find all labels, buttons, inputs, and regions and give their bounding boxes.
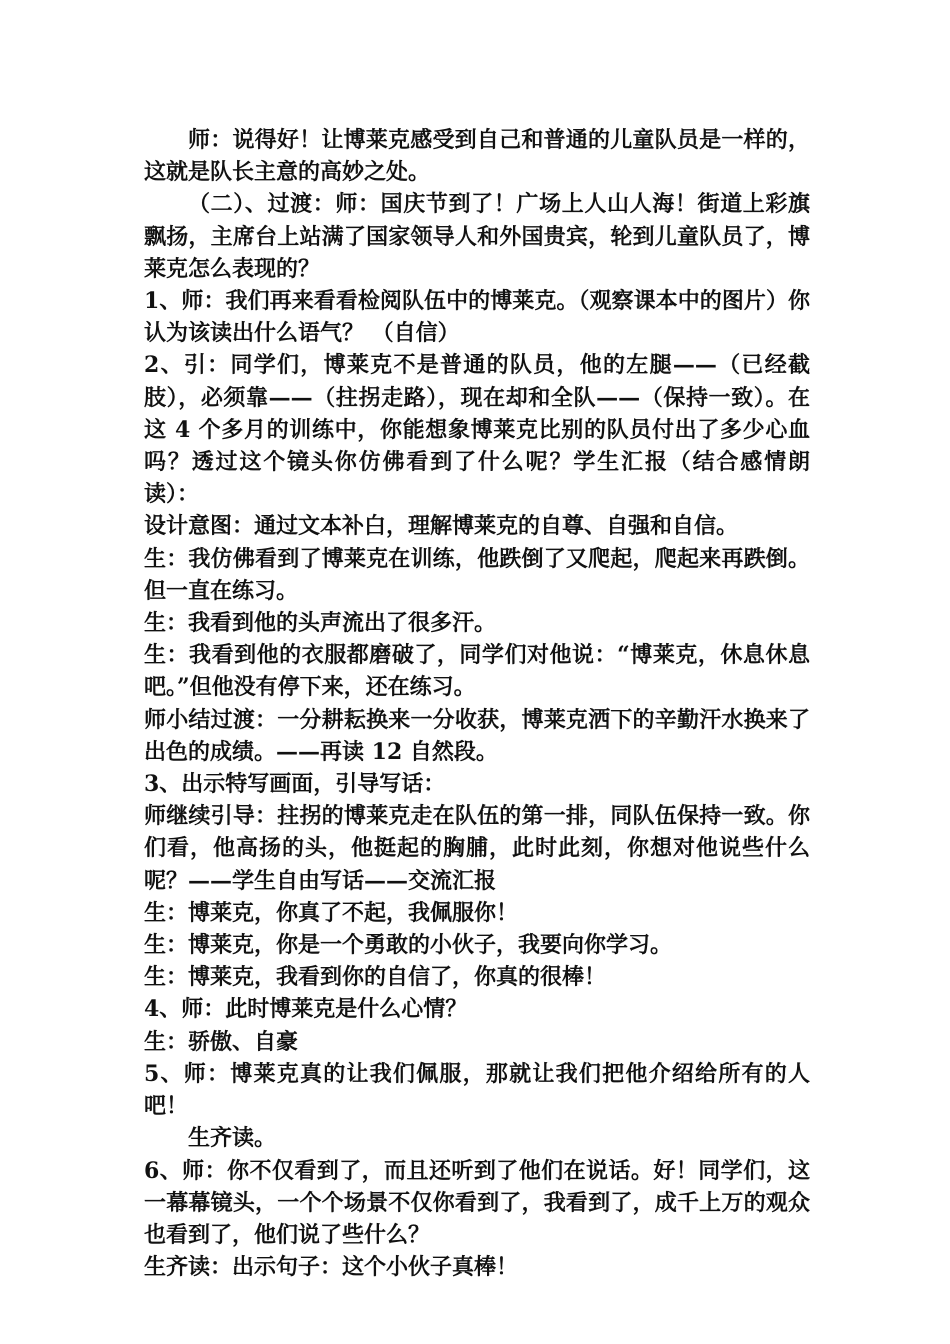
paragraph-13: 生：博莱克，你是一个勇敢的小伙子，我要向你学习。 (144, 932, 673, 959)
paragraph-16: 生：骄傲、自豪 (144, 1028, 299, 1055)
paragraph-9: 师小结过渡：一分耕耘换来一分收获，博莱克洒下的辛勤汗水换来了出色的成绩。——再读 12 自然段。 (144, 706, 810, 765)
paragraph-6: 生：我仿佛看到了博莱克在训练，他跌倒了又爬起，爬起来再跌倒。但一直在练习。 (144, 545, 810, 604)
paragraph-18: 生齐读。 (188, 1125, 277, 1152)
paragraph-15: 4、师：此时博莱克是什么心情？ (144, 996, 468, 1023)
paragraph-12: 生：博莱克，你真了不起，我佩服你！ (144, 899, 519, 926)
paragraph-14: 生：博莱克，我看到你的自信了，你真的很棒！ (144, 964, 607, 991)
paragraph-4: 2、引：同学们，博莱克不是普通的队员，他的左腿——（已经截肢），必须靠——（拄拐走路），现在却和全队——（保持一致）。在这 4 个多月的训练中，你能想象博莱克比别的队员付出了多少心血吗？透过这个镜头你仿佛看到了什么呢？学生汇报（结合感情朗读）： (144, 352, 810, 508)
paragraph-19: 6、师：你不仅看到了，而且还听到了他们在说话。好！同学们，这一幕幕镜头，一个个场景不仅你看到了，我看到了，成千上万的观众也看到了，他们说了些什么？ (144, 1157, 810, 1248)
paragraph-8: 生：我看到他的衣服都磨破了，同学们对他说：“博莱克，休息休息吧。”但他没有停下来，还在练习。 (144, 642, 810, 701)
paragraph-7: 生：我看到他的头声流出了很多汗。 (144, 610, 497, 637)
paragraph-2: （二）、过渡：师：国庆节到了！广场上人山人海！街道上彩旗飘扬，主席台上站满了国家领导人和外国贵宾，轮到儿童队员了，博莱克怎么表现的？ (144, 191, 810, 282)
paragraph-3: 1、师：我们再来看看检阅队伍中的博莱克。（观察课本中的图片）你认为该读出什么语气？ （自信） (144, 288, 810, 347)
paragraph-5: 设计意图：通过文本补白，理解博莱克的自尊、自强和自信。 (144, 513, 739, 540)
paragraph-11: 师继续引导：拄拐的博莱克走在队伍的第一排，同队伍保持一致。你们看，他高扬的头，他挺起的胸脯，此时此刻，你想对他说些什么呢？——学生自由写话——交流汇报 (144, 803, 810, 894)
paragraph-17: 5、师：博莱克真的让我们佩服，那就让我们把他介绍给所有的人吧！ (144, 1060, 810, 1120)
paragraph-20: 生齐读：出示句子：这个小伙子真棒！ (144, 1254, 519, 1281)
paragraph-10: 3、出示特写画面，引导写话： (144, 771, 446, 798)
paragraph-1: 师：说得好！让博莱克感受到自己和普通的儿童队员是一样的，这就是队长主意的高妙之处。 (144, 127, 810, 186)
